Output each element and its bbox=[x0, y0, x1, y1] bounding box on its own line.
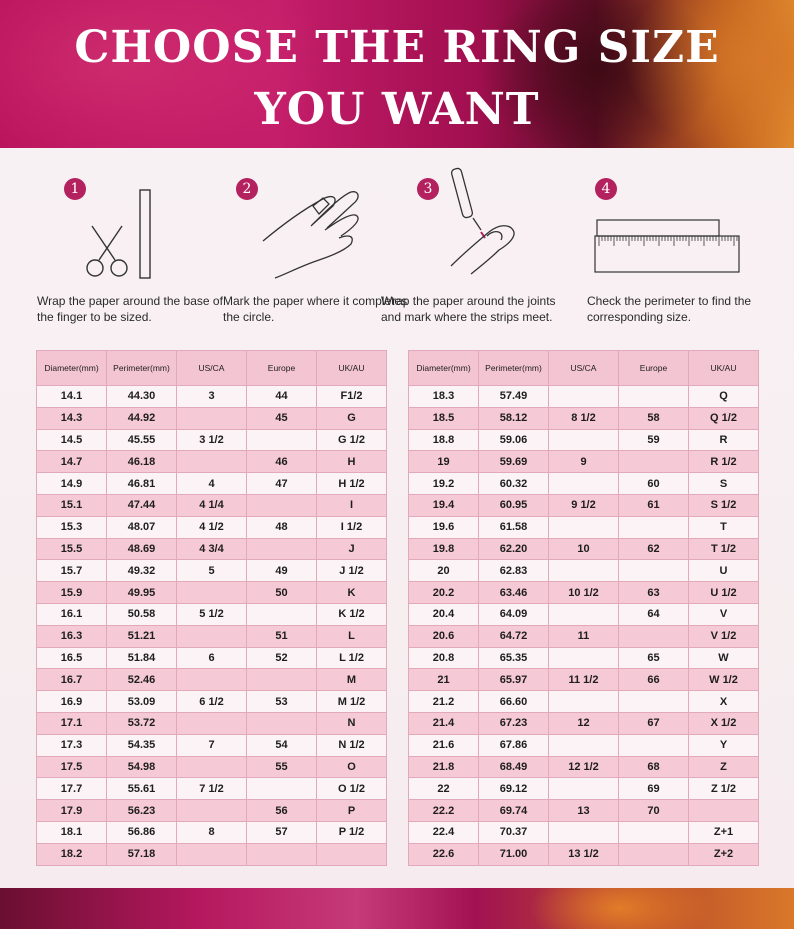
table-row bbox=[37, 407, 387, 429]
cell-diameter: 14.3 bbox=[37, 407, 107, 429]
cell-europe bbox=[247, 669, 317, 691]
cell-diameter: 20.6 bbox=[409, 625, 479, 647]
cell-europe: 66 bbox=[619, 669, 689, 691]
cell-perimeter: 65.35 bbox=[479, 647, 549, 669]
cell-perimeter: 53.72 bbox=[107, 712, 177, 734]
cell-us-ca: 4 bbox=[177, 473, 247, 495]
step-1-text: Wrap the paper around the base of the finger to be sized. bbox=[37, 294, 223, 324]
cell-europe bbox=[247, 778, 317, 800]
cell-uk-au: Z 1/2 bbox=[689, 778, 759, 800]
cell-us-ca: 6 1/2 bbox=[177, 691, 247, 713]
step-number-badge: 3 bbox=[417, 178, 439, 200]
table-row bbox=[409, 800, 759, 822]
table-row bbox=[37, 647, 387, 669]
cell-diameter: 18.5 bbox=[409, 407, 479, 429]
table-row bbox=[409, 582, 759, 604]
cell-diameter: 15.9 bbox=[37, 582, 107, 604]
cell-us-ca bbox=[177, 756, 247, 778]
cell-uk-au: M 1/2 bbox=[317, 691, 387, 713]
cell-us-ca: 10 bbox=[549, 538, 619, 560]
cell-uk-au: T bbox=[689, 516, 759, 538]
cell-diameter: 19.4 bbox=[409, 494, 479, 516]
ruler-icon bbox=[593, 216, 743, 276]
cell-us-ca bbox=[177, 800, 247, 822]
cell-us-ca: 13 1/2 bbox=[549, 843, 619, 865]
cell-perimeter: 62.83 bbox=[479, 560, 549, 582]
cell-europe: 46 bbox=[247, 451, 317, 473]
cell-us-ca bbox=[549, 386, 619, 408]
cell-europe: 48 bbox=[247, 516, 317, 538]
cell-europe bbox=[619, 386, 689, 408]
cell-uk-au: S 1/2 bbox=[689, 494, 759, 516]
table-row bbox=[37, 538, 387, 560]
cell-uk-au: H 1/2 bbox=[317, 473, 387, 495]
cell-diameter: 15.7 bbox=[37, 560, 107, 582]
step-number-badge: 1 bbox=[64, 178, 86, 200]
cell-perimeter: 49.32 bbox=[107, 560, 177, 582]
cell-europe bbox=[247, 712, 317, 734]
cell-perimeter: 57.49 bbox=[479, 386, 549, 408]
page-title-line2: YOU WANT bbox=[254, 84, 540, 135]
cell-perimeter: 59.69 bbox=[479, 451, 549, 473]
cell-perimeter: 48.69 bbox=[107, 538, 177, 560]
cell-diameter: 18.1 bbox=[37, 821, 107, 843]
cell-diameter: 15.5 bbox=[37, 538, 107, 560]
cell-uk-au: V 1/2 bbox=[689, 625, 759, 647]
cell-uk-au: M bbox=[317, 669, 387, 691]
size-table-right bbox=[408, 350, 759, 866]
cell-perimeter: 51.84 bbox=[107, 647, 177, 669]
cell-us-ca: 12 bbox=[549, 712, 619, 734]
cell-us-ca bbox=[549, 821, 619, 843]
cell-diameter: 20.2 bbox=[409, 582, 479, 604]
cell-us-ca: 8 1/2 bbox=[549, 407, 619, 429]
cell-uk-au: T 1/2 bbox=[689, 538, 759, 560]
cell-europe bbox=[619, 625, 689, 647]
cell-europe: 59 bbox=[619, 429, 689, 451]
cell-us-ca: 11 1/2 bbox=[549, 669, 619, 691]
table-row bbox=[409, 778, 759, 800]
cell-europe bbox=[619, 560, 689, 582]
cell-us-ca: 3 bbox=[177, 386, 247, 408]
cell-diameter: 14.7 bbox=[37, 451, 107, 473]
table-row bbox=[409, 821, 759, 843]
cell-europe bbox=[619, 821, 689, 843]
cell-europe: 57 bbox=[247, 821, 317, 843]
cell-diameter: 14.5 bbox=[37, 429, 107, 451]
cell-europe bbox=[619, 516, 689, 538]
cell-europe: 69 bbox=[619, 778, 689, 800]
cell-us-ca bbox=[549, 429, 619, 451]
cell-diameter: 19.2 bbox=[409, 473, 479, 495]
cell-diameter: 18.2 bbox=[37, 843, 107, 865]
table-row bbox=[37, 669, 387, 691]
cell-us-ca: 4 3/4 bbox=[177, 538, 247, 560]
cell-europe: 51 bbox=[247, 625, 317, 647]
footer-banner bbox=[0, 888, 794, 929]
table-row bbox=[409, 473, 759, 495]
cell-us-ca bbox=[177, 407, 247, 429]
table-row bbox=[409, 429, 759, 451]
cell-uk-au: P 1/2 bbox=[317, 821, 387, 843]
col-header-perimeter: Perimeter(mm) bbox=[479, 351, 549, 386]
cell-diameter: 16.3 bbox=[37, 625, 107, 647]
cell-europe bbox=[619, 451, 689, 473]
cell-uk-au: U 1/2 bbox=[689, 582, 759, 604]
col-header-us-ca: US/CA bbox=[549, 351, 619, 386]
cell-us-ca bbox=[549, 778, 619, 800]
table-row bbox=[409, 494, 759, 516]
cell-uk-au: V bbox=[689, 603, 759, 625]
cell-europe: 60 bbox=[619, 473, 689, 495]
cell-diameter: 21.8 bbox=[409, 756, 479, 778]
step-4-text: Check the perimeter to find the corresponding size. bbox=[587, 294, 752, 324]
cell-us-ca: 9 1/2 bbox=[549, 494, 619, 516]
cell-diameter: 17.1 bbox=[37, 712, 107, 734]
cell-perimeter: 64.72 bbox=[479, 625, 549, 647]
cell-diameter: 21 bbox=[409, 669, 479, 691]
cell-uk-au: O bbox=[317, 756, 387, 778]
cell-uk-au: R bbox=[689, 429, 759, 451]
cell-uk-au: Z+2 bbox=[689, 843, 759, 865]
cell-europe: 62 bbox=[619, 538, 689, 560]
table-row bbox=[37, 560, 387, 582]
cell-perimeter: 63.46 bbox=[479, 582, 549, 604]
cell-uk-au: Z bbox=[689, 756, 759, 778]
table-row bbox=[409, 625, 759, 647]
cell-us-ca bbox=[549, 516, 619, 538]
cell-diameter: 21.2 bbox=[409, 691, 479, 713]
cell-europe: 47 bbox=[247, 473, 317, 495]
cell-diameter: 19.8 bbox=[409, 538, 479, 560]
step-number-badge: 2 bbox=[236, 178, 258, 200]
cell-perimeter: 65.97 bbox=[479, 669, 549, 691]
table-header-row bbox=[409, 351, 759, 386]
table-row bbox=[37, 756, 387, 778]
table-row bbox=[37, 625, 387, 647]
cell-perimeter: 52.46 bbox=[107, 669, 177, 691]
cell-us-ca bbox=[549, 734, 619, 756]
cell-europe: 44 bbox=[247, 386, 317, 408]
col-header-uk-au: UK/AU bbox=[689, 351, 759, 386]
cell-perimeter: 57.18 bbox=[107, 843, 177, 865]
table-row bbox=[409, 603, 759, 625]
cell-us-ca bbox=[177, 582, 247, 604]
cell-uk-au: X 1/2 bbox=[689, 712, 759, 734]
cell-uk-au: Y bbox=[689, 734, 759, 756]
table-row bbox=[409, 560, 759, 582]
cell-europe: 50 bbox=[247, 582, 317, 604]
cell-us-ca bbox=[549, 647, 619, 669]
cell-diameter: 17.7 bbox=[37, 778, 107, 800]
cell-us-ca: 5 bbox=[177, 560, 247, 582]
cell-uk-au: N bbox=[317, 712, 387, 734]
cell-europe: 56 bbox=[247, 800, 317, 822]
cell-diameter: 17.3 bbox=[37, 734, 107, 756]
cell-europe: 67 bbox=[619, 712, 689, 734]
cell-europe: 64 bbox=[619, 603, 689, 625]
cell-diameter: 20.8 bbox=[409, 647, 479, 669]
cell-uk-au: J 1/2 bbox=[317, 560, 387, 582]
cell-uk-au: K 1/2 bbox=[317, 603, 387, 625]
header-banner bbox=[0, 0, 794, 148]
table-row bbox=[37, 800, 387, 822]
col-header-diameter: Diameter(mm) bbox=[409, 351, 479, 386]
cell-us-ca: 7 bbox=[177, 734, 247, 756]
table-row bbox=[37, 712, 387, 734]
table-row bbox=[409, 451, 759, 473]
cell-perimeter: 44.92 bbox=[107, 407, 177, 429]
cell-us-ca: 4 1/4 bbox=[177, 494, 247, 516]
cell-perimeter: 67.86 bbox=[479, 734, 549, 756]
cell-europe: 52 bbox=[247, 647, 317, 669]
table-row bbox=[37, 778, 387, 800]
cell-diameter: 16.5 bbox=[37, 647, 107, 669]
cell-perimeter: 49.95 bbox=[107, 582, 177, 604]
cell-perimeter: 60.32 bbox=[479, 473, 549, 495]
cell-perimeter: 67.23 bbox=[479, 712, 549, 734]
cell-uk-au: O 1/2 bbox=[317, 778, 387, 800]
cell-perimeter: 56.23 bbox=[107, 800, 177, 822]
cell-perimeter: 55.61 bbox=[107, 778, 177, 800]
cell-us-ca: 10 1/2 bbox=[549, 582, 619, 604]
table-row bbox=[409, 647, 759, 669]
pen-marking-finger-icon bbox=[443, 166, 523, 286]
cell-europe: 65 bbox=[619, 647, 689, 669]
cell-uk-au: L 1/2 bbox=[317, 647, 387, 669]
cell-uk-au: K bbox=[317, 582, 387, 604]
table-row bbox=[409, 843, 759, 865]
table-row bbox=[37, 843, 387, 865]
cell-us-ca: 6 bbox=[177, 647, 247, 669]
cell-europe bbox=[619, 734, 689, 756]
cell-diameter: 18.3 bbox=[409, 386, 479, 408]
cell-diameter: 22.2 bbox=[409, 800, 479, 822]
cell-europe: 49 bbox=[247, 560, 317, 582]
table-row bbox=[37, 691, 387, 713]
scissors-and-paper-strip-icon bbox=[82, 188, 172, 283]
cell-perimeter: 54.35 bbox=[107, 734, 177, 756]
cell-europe: 54 bbox=[247, 734, 317, 756]
step-2-text: Mark the paper where it completes the circle. bbox=[223, 294, 408, 324]
table-row bbox=[37, 516, 387, 538]
cell-uk-au: I bbox=[317, 494, 387, 516]
table-row bbox=[409, 712, 759, 734]
cell-us-ca: 12 1/2 bbox=[549, 756, 619, 778]
step-number-badge: 4 bbox=[595, 178, 617, 200]
cell-uk-au: W bbox=[689, 647, 759, 669]
step-3-text: Wrap the paper around the joints and mark where the strips meet. bbox=[381, 294, 556, 324]
cell-perimeter: 59.06 bbox=[479, 429, 549, 451]
cell-us-ca: 3 1/2 bbox=[177, 429, 247, 451]
cell-europe: 58 bbox=[619, 407, 689, 429]
table-row bbox=[409, 386, 759, 408]
cell-uk-au: U bbox=[689, 560, 759, 582]
cell-us-ca bbox=[177, 625, 247, 647]
table-row bbox=[409, 538, 759, 560]
col-header-diameter: Diameter(mm) bbox=[37, 351, 107, 386]
cell-uk-au: H bbox=[317, 451, 387, 473]
cell-uk-au: F1/2 bbox=[317, 386, 387, 408]
cell-us-ca: 11 bbox=[549, 625, 619, 647]
cell-europe: 70 bbox=[619, 800, 689, 822]
cell-diameter: 21.4 bbox=[409, 712, 479, 734]
cell-uk-au: Q bbox=[689, 386, 759, 408]
col-header-europe: Europe bbox=[247, 351, 317, 386]
cell-us-ca bbox=[549, 603, 619, 625]
cell-us-ca bbox=[549, 691, 619, 713]
table-row bbox=[409, 691, 759, 713]
cell-us-ca bbox=[549, 560, 619, 582]
table-row bbox=[409, 407, 759, 429]
cell-perimeter: 54.98 bbox=[107, 756, 177, 778]
cell-diameter: 17.9 bbox=[37, 800, 107, 822]
cell-uk-au: P bbox=[317, 800, 387, 822]
cell-uk-au: G 1/2 bbox=[317, 429, 387, 451]
cell-perimeter: 60.95 bbox=[479, 494, 549, 516]
cell-perimeter: 64.09 bbox=[479, 603, 549, 625]
col-header-perimeter: Perimeter(mm) bbox=[107, 351, 177, 386]
cell-perimeter: 71.00 bbox=[479, 843, 549, 865]
cell-europe bbox=[619, 691, 689, 713]
cell-uk-au: X bbox=[689, 691, 759, 713]
table-row bbox=[37, 821, 387, 843]
cell-europe: 55 bbox=[247, 756, 317, 778]
cell-perimeter: 45.55 bbox=[107, 429, 177, 451]
cell-diameter: 22.4 bbox=[409, 821, 479, 843]
cell-perimeter: 51.21 bbox=[107, 625, 177, 647]
hand-with-paper-icon bbox=[261, 186, 366, 281]
cell-europe: 63 bbox=[619, 582, 689, 604]
cell-us-ca bbox=[177, 451, 247, 473]
cell-diameter: 22 bbox=[409, 778, 479, 800]
cell-europe bbox=[247, 494, 317, 516]
cell-europe: 61 bbox=[619, 494, 689, 516]
cell-uk-au: Q 1/2 bbox=[689, 407, 759, 429]
cell-perimeter: 44.30 bbox=[107, 386, 177, 408]
page-title-line1: CHOOSE THE RING SIZE bbox=[74, 22, 720, 73]
table-row bbox=[409, 669, 759, 691]
cell-diameter: 19 bbox=[409, 451, 479, 473]
cell-us-ca: 5 1/2 bbox=[177, 603, 247, 625]
cell-diameter: 16.7 bbox=[37, 669, 107, 691]
cell-uk-au: W 1/2 bbox=[689, 669, 759, 691]
table-row bbox=[37, 451, 387, 473]
cell-uk-au: R 1/2 bbox=[689, 451, 759, 473]
cell-us-ca bbox=[177, 712, 247, 734]
cell-europe: 68 bbox=[619, 756, 689, 778]
cell-europe: 45 bbox=[247, 407, 317, 429]
col-header-us-ca: US/CA bbox=[177, 351, 247, 386]
cell-diameter: 20 bbox=[409, 560, 479, 582]
cell-uk-au: Z+1 bbox=[689, 821, 759, 843]
cell-perimeter: 46.81 bbox=[107, 473, 177, 495]
cell-europe: 53 bbox=[247, 691, 317, 713]
table-row bbox=[409, 756, 759, 778]
cell-diameter: 19.6 bbox=[409, 516, 479, 538]
cell-perimeter: 53.09 bbox=[107, 691, 177, 713]
cell-perimeter: 56.86 bbox=[107, 821, 177, 843]
table-row bbox=[409, 734, 759, 756]
cell-diameter: 16.1 bbox=[37, 603, 107, 625]
cell-perimeter: 48.07 bbox=[107, 516, 177, 538]
cell-diameter: 15.3 bbox=[37, 516, 107, 538]
cell-perimeter: 70.37 bbox=[479, 821, 549, 843]
cell-perimeter: 58.12 bbox=[479, 407, 549, 429]
cell-us-ca: 8 bbox=[177, 821, 247, 843]
table-row bbox=[37, 473, 387, 495]
cell-uk-au: S bbox=[689, 473, 759, 495]
cell-uk-au: J bbox=[317, 538, 387, 560]
cell-us-ca: 9 bbox=[549, 451, 619, 473]
cell-perimeter: 61.58 bbox=[479, 516, 549, 538]
cell-perimeter: 69.74 bbox=[479, 800, 549, 822]
cell-diameter: 14.9 bbox=[37, 473, 107, 495]
cell-us-ca: 7 1/2 bbox=[177, 778, 247, 800]
cell-perimeter: 50.58 bbox=[107, 603, 177, 625]
cell-diameter: 21.6 bbox=[409, 734, 479, 756]
table-row bbox=[37, 494, 387, 516]
size-table-left bbox=[36, 350, 387, 866]
cell-perimeter: 47.44 bbox=[107, 494, 177, 516]
table-row bbox=[37, 386, 387, 408]
col-header-europe: Europe bbox=[619, 351, 689, 386]
cell-perimeter: 68.49 bbox=[479, 756, 549, 778]
cell-uk-au bbox=[689, 800, 759, 822]
cell-us-ca bbox=[549, 473, 619, 495]
cell-uk-au: I 1/2 bbox=[317, 516, 387, 538]
cell-us-ca: 13 bbox=[549, 800, 619, 822]
cell-us-ca bbox=[177, 843, 247, 865]
cell-europe bbox=[247, 843, 317, 865]
table-row bbox=[37, 429, 387, 451]
cell-perimeter: 46.18 bbox=[107, 451, 177, 473]
cell-uk-au bbox=[317, 843, 387, 865]
cell-uk-au: N 1/2 bbox=[317, 734, 387, 756]
cell-diameter: 20.4 bbox=[409, 603, 479, 625]
cell-europe bbox=[247, 603, 317, 625]
cell-diameter: 16.9 bbox=[37, 691, 107, 713]
table-header-row bbox=[37, 351, 387, 386]
cell-europe bbox=[247, 429, 317, 451]
table-row bbox=[37, 603, 387, 625]
cell-perimeter: 69.12 bbox=[479, 778, 549, 800]
cell-perimeter: 62.20 bbox=[479, 538, 549, 560]
cell-diameter: 14.1 bbox=[37, 386, 107, 408]
cell-diameter: 18.8 bbox=[409, 429, 479, 451]
cell-europe bbox=[619, 843, 689, 865]
table-row bbox=[37, 734, 387, 756]
cell-perimeter: 66.60 bbox=[479, 691, 549, 713]
cell-us-ca: 4 1/2 bbox=[177, 516, 247, 538]
cell-europe bbox=[247, 538, 317, 560]
table-row bbox=[409, 516, 759, 538]
cell-uk-au: G bbox=[317, 407, 387, 429]
col-header-uk-au: UK/AU bbox=[317, 351, 387, 386]
cell-us-ca bbox=[177, 669, 247, 691]
cell-diameter: 22.6 bbox=[409, 843, 479, 865]
cell-uk-au: L bbox=[317, 625, 387, 647]
cell-diameter: 15.1 bbox=[37, 494, 107, 516]
table-row bbox=[37, 582, 387, 604]
cell-diameter: 17.5 bbox=[37, 756, 107, 778]
